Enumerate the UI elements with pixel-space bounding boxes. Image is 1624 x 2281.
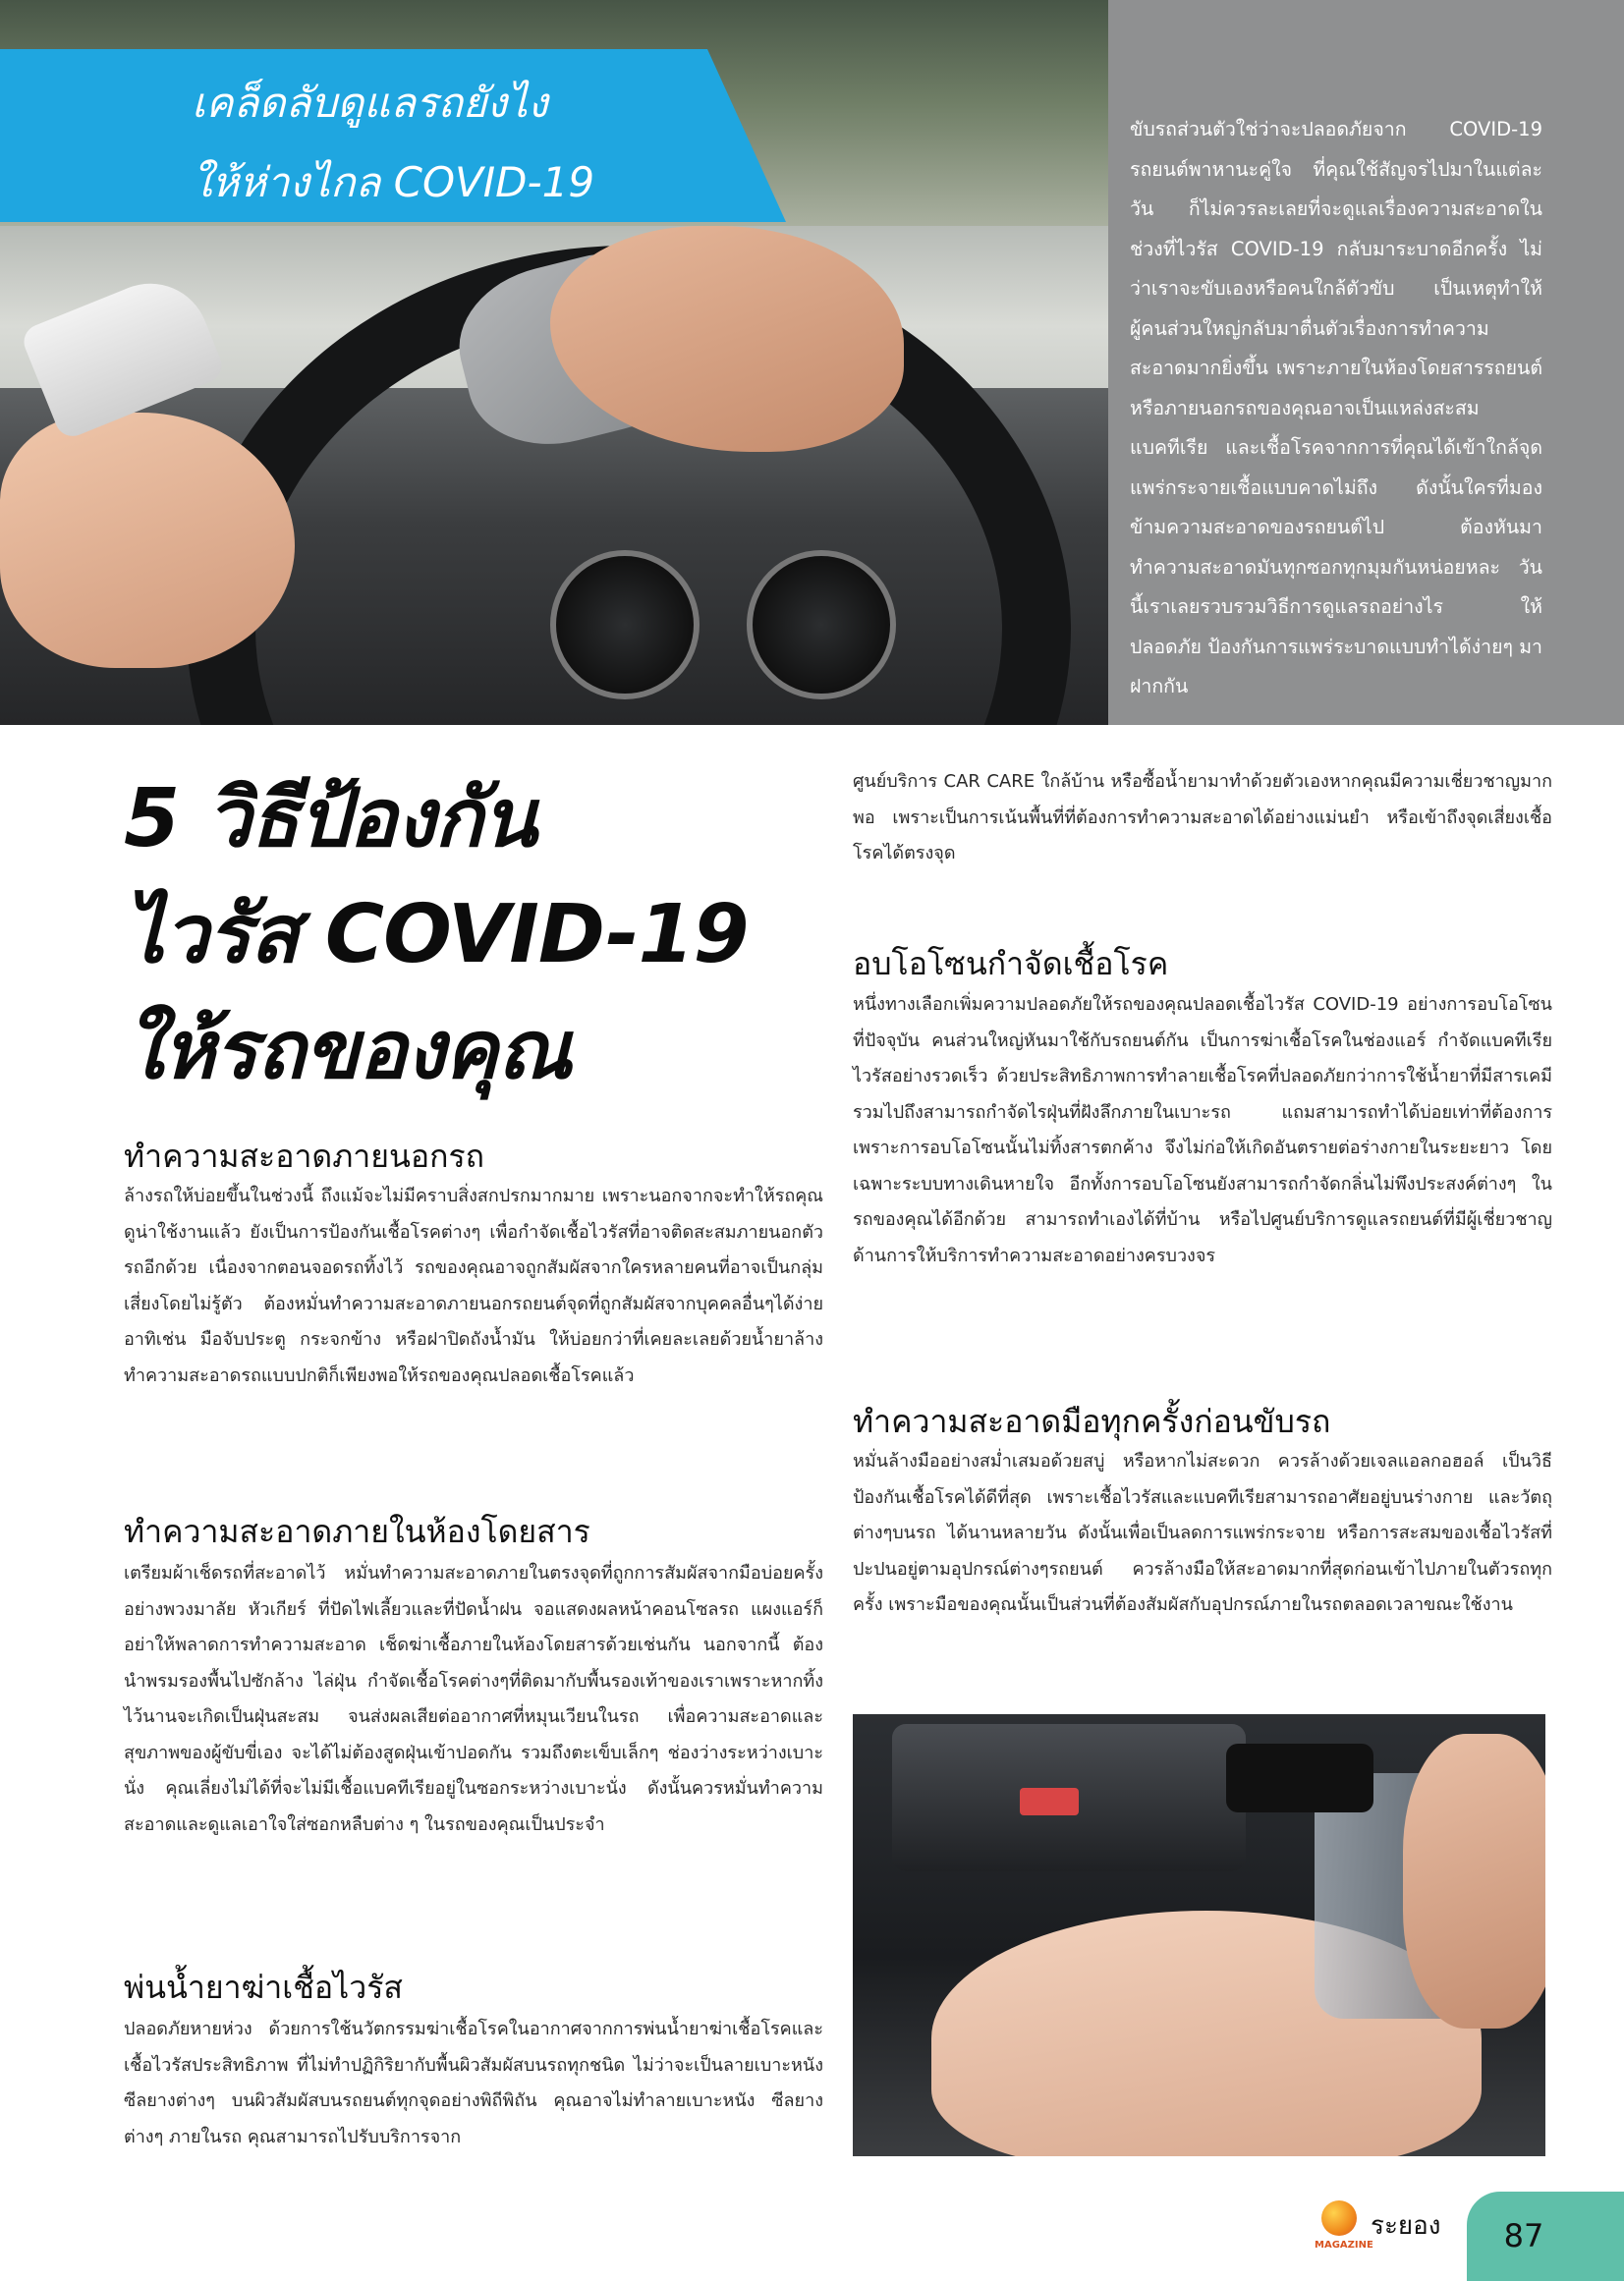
heading-spray: พ่นน้ำยาฆ่าเชื้อไวรัส [124,1969,403,2006]
body-ozone: หนึ่งทางเลือกเพิ่มความปลอดภัยให้รถของคุณปลอดเชื้อไวรัส COVID-19 อย่างการอบโอโซนที่ปัจจุบัน คนส่วนใหญ่หันมาใช้กับรถยนต์กัน เป็นการฆ่าเชื้อโรคในช่องแอร์ กำจัดแบคทีเรีย ไวรัสอย่างรวดเร็ว ด้วยประสิทธิภาพการทำลายเชื้อโรคที่ปลอดภัยกว่าการใช้น้ำยาที่มีสารเคมี รวมไปถึงสามารถกำจัดไรฝุ่นที่ฝังลึกภายในเบาะรถ แถมสามารถทำได้บ่อยเท่าที่ต้องการ เพราะการอบโอโซนนั้นไม่ทิ้งสารตกค้าง จึงไม่ก่อให้เกิดอันตรายต่อร่างกายในระยะยาว โดยเฉพาะระบบทางเดินหายใจ อีกทั้งการอบโอโซนยังสามารถกำจัดกลิ่นไม่พึงประสงค์ต่างๆ ในรถของคุณได้อีกด้วย สามารถทำเองได้ที่บ้าน หรือไปศูนย์บริการดูแลรถยนต์ที่มีผู้เชี่ยวชาญด้านการให้บริการทำความสะอาดอย่างครบวงจร [853,994,1552,1266]
body-hands: หมั่นล้างมืออย่างสม่ำเสมอด้วยสบู่ หรือหากไม่สะดวก ควรล้างด้วยเจลแอลกอฮอล์ เป็นวิธีป้องกันเชื้อโรคได้ดีที่สุด เพราะเชื้อไวรัสและแบคทีเรียสามารถอาศัยอยู่บนร่างกาย และวัตถุต่างๆบนรถ ได้นานหลายวัน ดังนั้นเพื่อเป็นลดการแพร่กระจาย หรือการสะสมของเชื้อไวรัสที่ปะปนอยู่ตามอุปกรณ์ต่างๆรถยนต์ ควรล้างมือให้สะอาดมากที่สุดก่อนเข้าไปภายในตัวรถทุกครั้ง เพราะมือของคุณนั้นเป็นส่วนที่ต้องสัมผัสกับอุปกรณ์ภายในรถตลอดเวลาขณะใช้งาน [853,1451,1552,1615]
body-exterior: ล้างรถให้บ่อยขึ้นในช่วงนี้ ถึงแม้จะไม่มีคราบสิ่งสกปรกมากมาย เพราะนอกจากจะทำให้รถคุณดูน่าใช้งานแล้ว ยังเป็นการป้องกันเชื้อโรคต่างๆ เพื่อกำจัดเชื้อไวรัสที่อาจติดสะสมภายนอกตัวรถอีกด้วย เนื่องจากตอนจอดรถทิ้งไว้ รถของคุณอาจถูกสัมผัสจากใครหลายคนที่อาจเป็นกลุ่มเสี่ยงโดยไม่รู้ตัว ต้องหมั่นทำความสะอาดภายนอกรถยนต์จุดที่ถูกสัมผัสจากบุคคลอื่นๆได้ง่าย อาทิเช่น มือจับประตู กระจกข้าง หรือฝาปิดถังน้ำมัน ให้บ่อยกว่าที่เคยละเลยด้วยน้ำยาล้างทำความสะอาดรถแบบปกติก็เพียงพอให้รถของคุณปลอดเชื้อโรคแล้ว [124,1186,823,1386]
hand-sanitizer-photo [853,1714,1545,2156]
body-cabin: เตรียมผ้าเช็ดรถที่สะอาดไว้ หมั่นทำความสะอาดภายในตรงจุดที่ถูกการสัมผัสจากมือบ่อยครั้ง อย่างพวงมาลัย หัวเกียร์ ที่ปัดไฟเลี้ยวและที่ปัดน้ำฝน จอแสดงผลหน้าคอนโซลรถ แผงแอร์ก็อย่าให้พลาดการทำความสะอาด เช็ดฆ่าเชื้อภายในห้องโดยสารด้วยเช่นกัน นอกจากนี้ ต้องนำพรมรองพื้นไปซักล้าง ไล่ฝุ่น กำจัดเชื้อโรคต่างๆที่ติดมากับพื้นรองเท้าของเราเพราะหากทิ้งไว้นานจะเกิดเป็นฝุ่นสะสม จนส่งผลเสียต่ออากาศที่หมุนเวียนในรถ เพื่อความสะอาดและสุขภาพของผู้ขับขี่เอง จะได้ไม่ต้องสูดฝุ่นเข้าปอดกัน รวมถึงตะเข็บเล็กๆ ช่องว่างระหว่างเบาะนั่ง คุณเลี่ยงไม่ได้ที่จะไม่มีเชื้อแบคทีเรียอยู่ในซอกระหว่างเบาะนั่ง ดังนั้นควรหมั่นทำความสะอาดและดูแลเอาใจใส่ซอกหลืบต่าง ๆ ในรถของคุณเป็นประจำ [124,1563,823,1835]
heading-ozone: อบโอโซนกำจัดเชื้อโรค [853,945,1169,982]
heading-exterior: ทำความสะอาดภายนอกรถ [124,1138,485,1175]
main-title-line-2: ไวรัส COVID-19 [124,888,749,981]
hazard-button [1020,1788,1079,1815]
body-spray: ปลอดภัยหายห่วง ด้วยการใช้นวัตกรรมฆ่าเชื้อโรคในอากาศจากการพ่นน้ำยาฆ่าเชื้อโรคและเชื้อไวรัสประสิทธิภาพ ที่ไม่ทำปฏิกิริยากับพื้นผิวสัมผัสบนรถทุกชนิด ไม่ว่าจะเป็นลายเบาะหนัง ซีลยางต่างๆ บนผิวสัมผัสบนรถยนต์ทุกจุดอย่างพิถีพิถัน คุณอาจไม่ทำลายเบาะหนัง ซีลยางต่างๆ ภายในรถ คุณสามารถไปรับบริการจาก [124,2019,823,2147]
heading-hands: ทำความสะอาดมือทุกครั้งก่อนขับรถ [853,1403,1331,1440]
intro-text: ขับรถส่วนตัวใช่ว่าจะปลอดภัยจาก COVID-19 รถยนต์พาหานะคู่ใจ ที่คุณใช้สัญจรไปมาในแต่ละวัน ก็ไม่ควรละเลยที่จะดูแลเรื่องความสะอาดในช่วงที่ไวรัส COVID-19 กลับมาระบาดอีกครั้ง ไม่ว่าเราจะขับเองหรือคนใกล้ตัวขับ เป็นเหตุทำให้ผู้คนส่วนใหญ่กลับมาตื่นตัวเรื่องการทำความสะอาดมากยิ่งขึ้น เพราะภายในห้องโดยสารรถยนต์หรือภายนอกรถของคุณอาจเป็นแหล่งสะสมแบคทีเรีย และเชื้อโรคจากการที่คุณได้เข้าใกล้จุดแพร่กระจายเชื้อแบบคาดไม่ถึง ดังนั้นใครที่มองข้ามความสะอาดของรถยนต์ไป ต้องหันมาทำความสะอาดมันทุกซอกทุกมุมกันหน่อยหละ วันนี้เราเลยรวบรวมวิธีการดูแลรถอย่างไร ให้ปลอดภัย ป้องกันการแพร่ระบาดแบบทำได้ง่ายๆ มาฝากกัน [1130,118,1542,697]
footer-label: ระยอง [1371,2211,1441,2241]
magazine-logo-icon [1321,2200,1357,2236]
banner-line-1: เคล็ดลับดูแลรถยังไง [192,79,548,127]
page-number: 87 [1503,2217,1544,2254]
tachometer-gauge [747,550,896,699]
speedometer-gauge [550,550,700,699]
heading-cabin: ทำความสะอาดภายในห้องโดยสาร [124,1513,590,1550]
main-title-line-3: ให้รถของคุณ [124,1004,572,1097]
body-spray-continued: ศูนย์บริการ CAR CARE ใกล้บ้าน หรือซื้อน้ำยามาทำด้วยตัวเองหากคุณมีความเชี่ยวชาญมากพอ เพราะเป็นการเน้นพื้นที่ที่ต้องการทำความสะอาดได้อย่างแม่นยำ หรือเข้าถึงจุดเสี่ยงเชื้อโรคได้ตรงจุด [853,771,1552,863]
banner-line-2: ให้ห่างไกล COVID-19 [192,158,595,206]
sanitizer-pump [1226,1744,1373,1812]
main-title-line-1: 5 วิธีป้องกัน [124,772,536,865]
hand-pressing-pump [1403,1734,1545,2029]
magazine-logo-text: MAGAZINE [1315,2240,1373,2251]
